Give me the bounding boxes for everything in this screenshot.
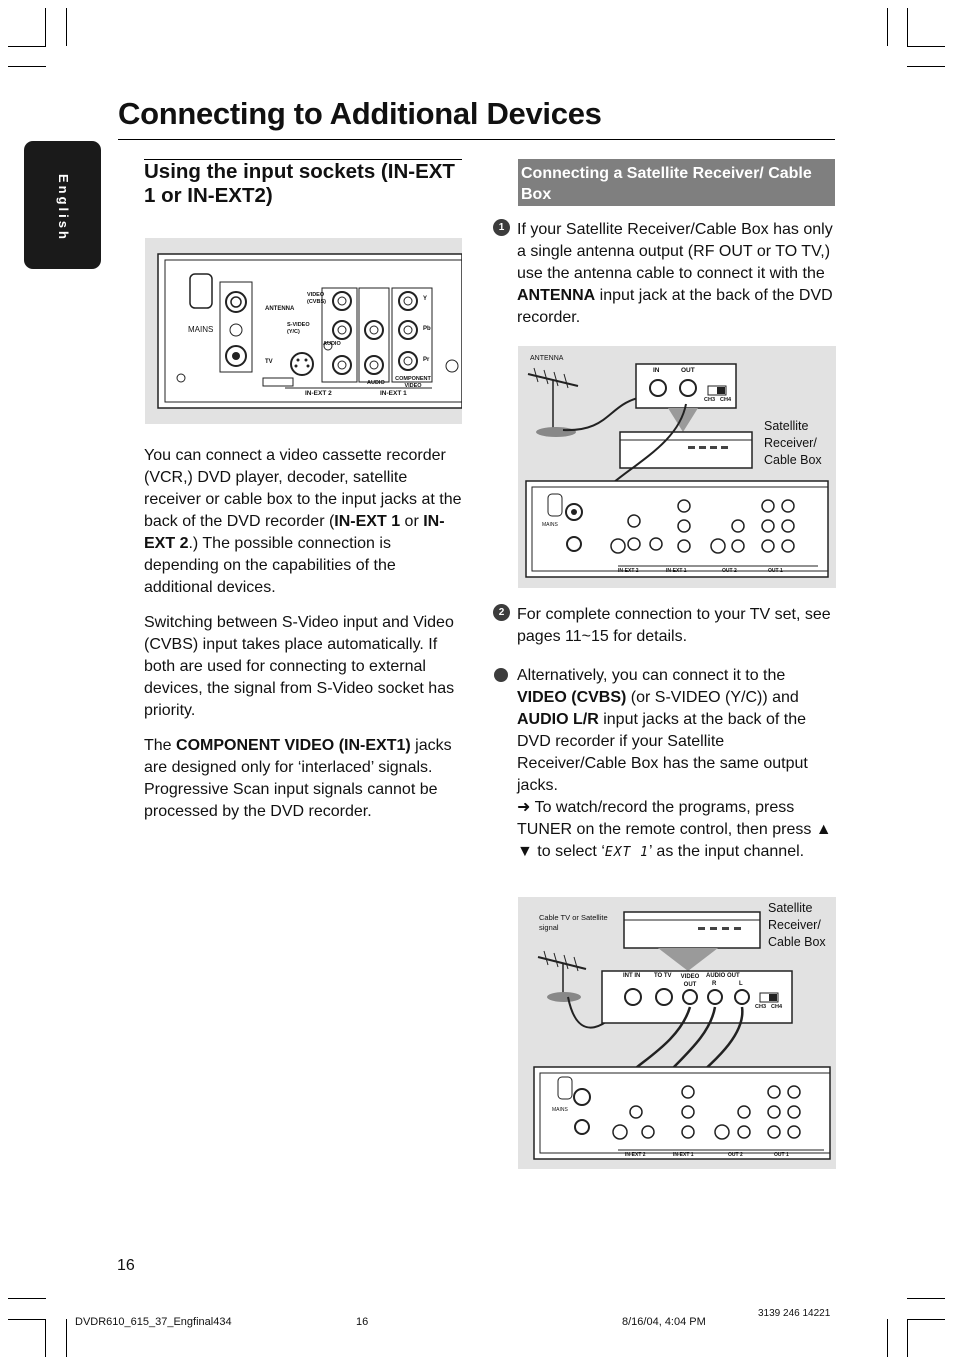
footer-code: 3139 246 14221 xyxy=(758,1308,831,1319)
panel-label-y: Y xyxy=(423,296,428,302)
diagram-label-in-ext2: IN-EXT 2 xyxy=(625,1152,646,1158)
diagram-label-int-in: INT IN xyxy=(623,973,641,979)
panel-label-svideo: S-VIDEO (Y/C) xyxy=(287,322,310,335)
diagram-label-mains: MAINS xyxy=(552,1107,568,1113)
text-span: jacks are designed only for ‘interlaced’ signals. Progressive Scan input signals cannot be processed by the DVD recorder. xyxy=(144,737,452,820)
antenna-connection-diagram xyxy=(518,346,836,588)
step-1-text xyxy=(517,219,835,329)
crop-mark xyxy=(66,8,67,46)
av-connection-diagram xyxy=(518,897,836,1169)
diagram-label-antenna: ANTENNA xyxy=(530,355,564,362)
text-bold: VIDEO (CVBS) xyxy=(517,689,627,706)
alternative-text xyxy=(517,665,835,864)
crop-mark xyxy=(907,1319,908,1357)
text-span: If your Satellite Receiver/Cable Box has only a single antenna output (RF OUT or TO TV,) use the antenna cable to connect it with the xyxy=(517,221,833,282)
panel-label-component: COMPONENT VIDEO xyxy=(395,376,431,389)
diagram-label-out: OUT xyxy=(681,367,695,374)
diagram-label-ch4: CH4 xyxy=(720,397,732,403)
diagram-label-device: Satellite Receiver/ Cable Box xyxy=(768,901,826,949)
diagram-label-in-ext1: IN-EXT 1 xyxy=(666,568,687,574)
text-span: input jacks at the back of the DVD recorder if your Satellite Receiver/Cable Box has the same output jacks. xyxy=(517,711,808,794)
text-span: ’ as the input channel. xyxy=(649,843,805,860)
diagram-label-out1: OUT 1 xyxy=(774,1152,789,1158)
diagram-label-ch3: CH3 xyxy=(755,1004,767,1010)
crop-mark xyxy=(887,8,888,46)
panel-label-in-ext2: IN-EXT 2 xyxy=(305,390,332,397)
language-tab-label: English xyxy=(56,174,71,242)
panel-label-pb: Pb xyxy=(423,326,431,332)
crop-mark xyxy=(907,66,945,67)
crop-mark xyxy=(8,1298,46,1299)
paragraph-component xyxy=(144,735,462,823)
diagram-label-in-ext2: IN-EXT 2 xyxy=(618,568,639,574)
panel-label-antenna: ANTENNA xyxy=(265,306,295,312)
diagram-label-audio-out: AUDIO OUT xyxy=(706,973,740,979)
footer-date: 8/16/04, 4:04 PM xyxy=(622,1316,706,1328)
panel-label-in-ext1: IN-EXT 1 xyxy=(380,390,407,397)
crop-mark xyxy=(8,66,46,67)
crop-mark xyxy=(8,1319,46,1320)
panel-label-video-cvbs: VIDEO (CVBS) xyxy=(307,292,326,305)
diagram-label-ch3: CH3 xyxy=(704,397,716,403)
panel-label-audio: AUDIO xyxy=(367,380,385,386)
diagram-label-ch4: CH4 xyxy=(771,1004,783,1010)
text-span: or xyxy=(400,513,424,530)
lcd-text: EXT 1 xyxy=(604,845,650,860)
text-span: The xyxy=(144,737,177,754)
page-number: 16 xyxy=(117,1257,135,1274)
crop-mark xyxy=(45,1319,46,1357)
text-bold: IN-EXT 1 xyxy=(334,513,401,530)
crop-mark xyxy=(907,46,945,47)
panel-label-audio: AUDIO xyxy=(323,341,341,347)
title-rule xyxy=(118,139,835,140)
paragraph-intro xyxy=(144,445,462,599)
section-heading-satellite: Connecting a Satellite Receiver/ Cable Box xyxy=(521,165,812,203)
diagram-label-out1: OUT 1 xyxy=(768,568,783,574)
paragraph-switching: Switching between S-Video input and Video (CVBS) input takes place automatically. If both are used for connecting to external devices, the signal from S-Video socket has priority. xyxy=(144,614,455,719)
crop-mark xyxy=(66,1319,67,1357)
diagram-label-to-tv: TO TV xyxy=(654,973,672,979)
rear-panel-diagram xyxy=(145,238,462,424)
text-bold: COMPONENT VIDEO (IN-EXT1) xyxy=(176,737,411,754)
diagram-label-signal: Cable TV or Satellite signal xyxy=(539,913,608,932)
text-span: .) The possible connection is depending on the capabilities of the additional devices. xyxy=(144,535,396,596)
diagram-label-out2: OUT 2 xyxy=(728,1152,743,1158)
crop-mark xyxy=(907,1319,945,1320)
crop-mark xyxy=(907,8,908,46)
step-2-text: For complete connection to your TV set, see pages 11~15 for details. xyxy=(517,606,831,645)
step-number: 1 xyxy=(493,219,510,236)
diagram-label-in-ext1: IN-EXT 1 xyxy=(673,1152,694,1158)
text-bold: IN-EXT 2 xyxy=(144,513,445,552)
page-title: Connecting to Additional Devices xyxy=(118,96,602,131)
section-heading-input-sockets: Using the input sockets (IN-EXT 1 or IN-EXT2) xyxy=(144,160,455,207)
diagram-label-r: R xyxy=(712,981,717,987)
diagram-label-video-out: VIDEO OUT xyxy=(680,974,700,988)
text-span: (or S-VIDEO (Y/C)) and xyxy=(626,689,799,706)
text-bold: AUDIO L/R xyxy=(517,711,599,728)
crop-mark xyxy=(887,1319,888,1357)
diagram-label-in: IN xyxy=(653,367,660,374)
panel-label-mains: MAINS xyxy=(188,325,214,334)
footer-page: 16 xyxy=(356,1316,369,1328)
panel-label-tv: TV xyxy=(265,359,273,365)
diagram-label-out2: OUT 2 xyxy=(722,568,737,574)
text-bold: ANTENNA xyxy=(517,287,596,304)
text-span: Alternatively, you can connect it to the xyxy=(517,667,786,684)
arrow-icon: ➜ xyxy=(517,799,531,816)
text-span: You can connect a video cassette recorder (VCR,) DVD player, decoder, satellite receiver or cable box to the input jacks at the back of the DVD recorder ( xyxy=(144,447,462,530)
crop-mark xyxy=(907,1298,945,1299)
footer-filename: DVDR610_615_37_Engfinal434 xyxy=(75,1316,232,1328)
text-span: To watch/record the programs, press TUNER on the remote control, then press ▲ ▼ to select ‘ xyxy=(517,799,832,860)
panel-label-pr: Pr xyxy=(423,357,430,363)
crop-mark xyxy=(45,8,46,46)
bullet-icon xyxy=(494,668,508,682)
text-span: input jack at the back of the DVD recorder. xyxy=(517,287,833,326)
diagram-label-l: L xyxy=(739,981,743,987)
diagram-label-mains: MAINS xyxy=(542,522,558,528)
crop-mark xyxy=(8,46,46,47)
step-number: 2 xyxy=(493,604,510,621)
diagram-label-device: Satellite Receiver/ Cable Box xyxy=(764,419,822,467)
